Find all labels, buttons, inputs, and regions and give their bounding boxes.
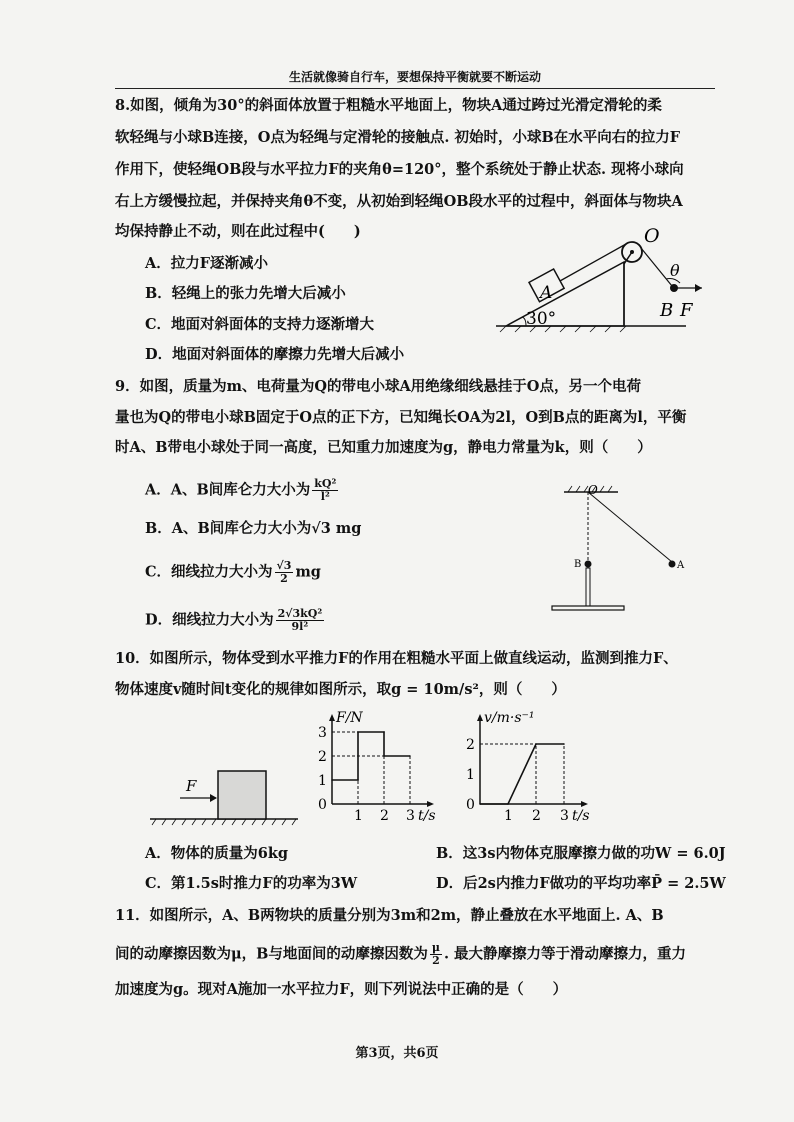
q9-option-b[interactable]: B．A、B间库仑力大小为√3 mg [145,520,362,537]
data-point [383,755,385,757]
y-axis-arrow [477,714,483,721]
q11-line-3: 加速度为g。现对A施加一水平拉力F，则下列说法中正确的是（ ） [115,981,568,998]
q9-c-numerator: √3 [276,559,292,572]
q10-line-1: 10．如图所示，物体受到水平推力F的作用在粗糙水平面上做直线运动，监测到推力F、 [115,650,678,667]
q11-line-2-text: 间的动摩擦因数为μ，B与地面间的动摩擦因数为 [115,945,428,963]
data-point [331,779,333,781]
q8-angle-label: 30° [526,309,557,329]
y-tick-label: 1 [318,773,327,789]
q8-label-b: B [660,300,674,321]
data-point [535,743,537,745]
q8-incline-figure [496,222,716,347]
q8-line-1: 8.如图，倾角为30°的斜面体放置于粗糙水平地面上，物块A通过跨过光滑定滑轮的柔 [115,97,662,114]
q8-option-c[interactable]: C．地面对斜面体的支持力逐渐增大 [145,316,375,333]
x-tick-label: 3 [406,808,415,824]
q9-a-numerator: kQ² [314,477,337,490]
header-rule [115,88,715,89]
data-point [383,731,385,733]
y-tick-label: 3 [318,725,327,741]
data-point [357,779,359,781]
y-tick-label: 1 [466,767,475,783]
q10-option-d[interactable]: D．后2s内推力F做功的平均功率P̄ = 2.5W [436,875,726,892]
x-tick-label: 1 [354,808,363,824]
x-axis-label: t/s [418,808,436,824]
q8-option-d[interactable]: D．地面对斜面体的摩擦力先增大后减小 [145,346,405,363]
x-axis-arrow [581,801,588,807]
q9-line-1: 9．如图，质量为m、电荷量为Q的带电小球A用绝缘细线悬挂于O点，另一个电荷 [115,378,641,395]
y-tick-label: 0 [318,797,327,813]
series-line [480,744,564,804]
q9-option-c[interactable] [145,560,321,585]
q10-option-a[interactable]: A．物体的质量为6kg [145,845,289,862]
y-axis-arrow [329,714,335,721]
q10-force-label: F [186,777,197,795]
data-point [479,803,481,805]
q9-option-d-text: D．细线拉力大小为 [145,611,274,629]
q9-d-numerator: 2√3kQ² [277,607,323,620]
q10-line-2: 物体速度v随时间t变化的规律如图所示，取g = 10m/s²，则（ ） [115,681,566,698]
q9-pendulum-figure [548,482,708,618]
x-tick-label: 2 [532,808,541,824]
q9-option-d[interactable] [145,608,326,633]
q9-option-a-text: A．A、B间库仑力大小为 [145,481,311,499]
y-tick-label: 0 [466,797,475,813]
q8-option-a[interactable]: A．拉力F逐渐减小 [145,255,269,272]
q8-label-theta: θ [670,261,680,280]
q11-frac-numerator: μ [431,941,440,954]
q9-a-denominator: l² [320,490,330,503]
q10-force-time-chart [312,712,442,828]
q9-label-b: B [574,559,582,570]
q9-option-c-unit: mg [295,563,321,581]
x-axis-arrow [427,801,434,807]
q11-frac-denominator: 2 [432,954,440,967]
q8-line-3: 作用下，使轻绳OB段与水平拉力F的夹角θ=120°，整个系统处于静止状态. 现将小球向 [115,161,684,178]
q8-line-4: 右上方缓慢拉起，并保持夹角θ不变，从初始到轻绳OB段水平的过程中，斜面体与物块A [115,193,683,210]
q8-line-2: 软轻绳与小球B连接，O点为轻绳与定滑轮的接触点. 初始时，小球B在水平向右的拉力F [115,129,681,146]
q9-c-denominator: 2 [280,572,288,585]
q10-block-figure [150,764,310,830]
page-footer: 第3页，共6页 [355,1046,439,1061]
y-tick-label: 2 [318,749,327,765]
q11-line-2 [115,942,686,967]
q9-label-o: O [588,483,598,497]
data-point [563,743,565,745]
q10-option-c[interactable]: C．第1.5s时推力F的功率为3W [145,875,358,892]
x-tick-label: 2 [380,808,389,824]
y-axis-label: F/N [336,710,363,726]
x-axis-label: t/s [572,808,590,824]
q8-line-5: 均保持静止不动，则在此过程中( ) [115,223,361,240]
y-axis-label: v/m·s⁻¹ [484,710,535,726]
page-header: 生活就像骑自行车，要想保持平衡就要不断运动 [288,70,541,84]
y-tick-label: 2 [466,737,475,753]
q9-option-a[interactable] [145,478,340,503]
q8-label-f: F [680,300,693,321]
x-tick-label: 1 [504,808,513,824]
data-point [409,755,411,757]
q9-option-c-text: C．细线拉力大小为 [145,563,273,581]
data-point [507,803,509,805]
q8-label-a: A [540,283,553,303]
x-tick-label: 3 [560,808,569,824]
q11-line-2-post: . 最大静摩擦力等于滑动摩擦力，重力 [443,945,687,963]
q8-option-b[interactable]: B．轻绳上的张力先增大后减小 [145,285,346,302]
q10-velocity-time-chart [462,712,597,828]
q9-line-3: 时A、B带电小球处于同一高度，已知重力加速度为g，静电力常量为k，则（ ） [115,439,652,456]
q10-option-b[interactable]: B．这3s内物体克服摩擦力做的功W = 6.0J [436,845,726,862]
q8-label-o: O [644,225,660,247]
data-point [357,731,359,733]
q11-line-1: 11．如图所示，A、B两物块的质量分别为3m和2m，静止叠放在水平地面上. A、B [115,907,664,924]
q9-line-2: 量也为Q的带电小球B固定于O点的正下方，已知绳长OA为2l，O到B点的距离为l，平衡 [115,409,687,426]
q9-label-a: A [677,560,685,571]
q9-d-denominator: 9l² [291,620,309,633]
